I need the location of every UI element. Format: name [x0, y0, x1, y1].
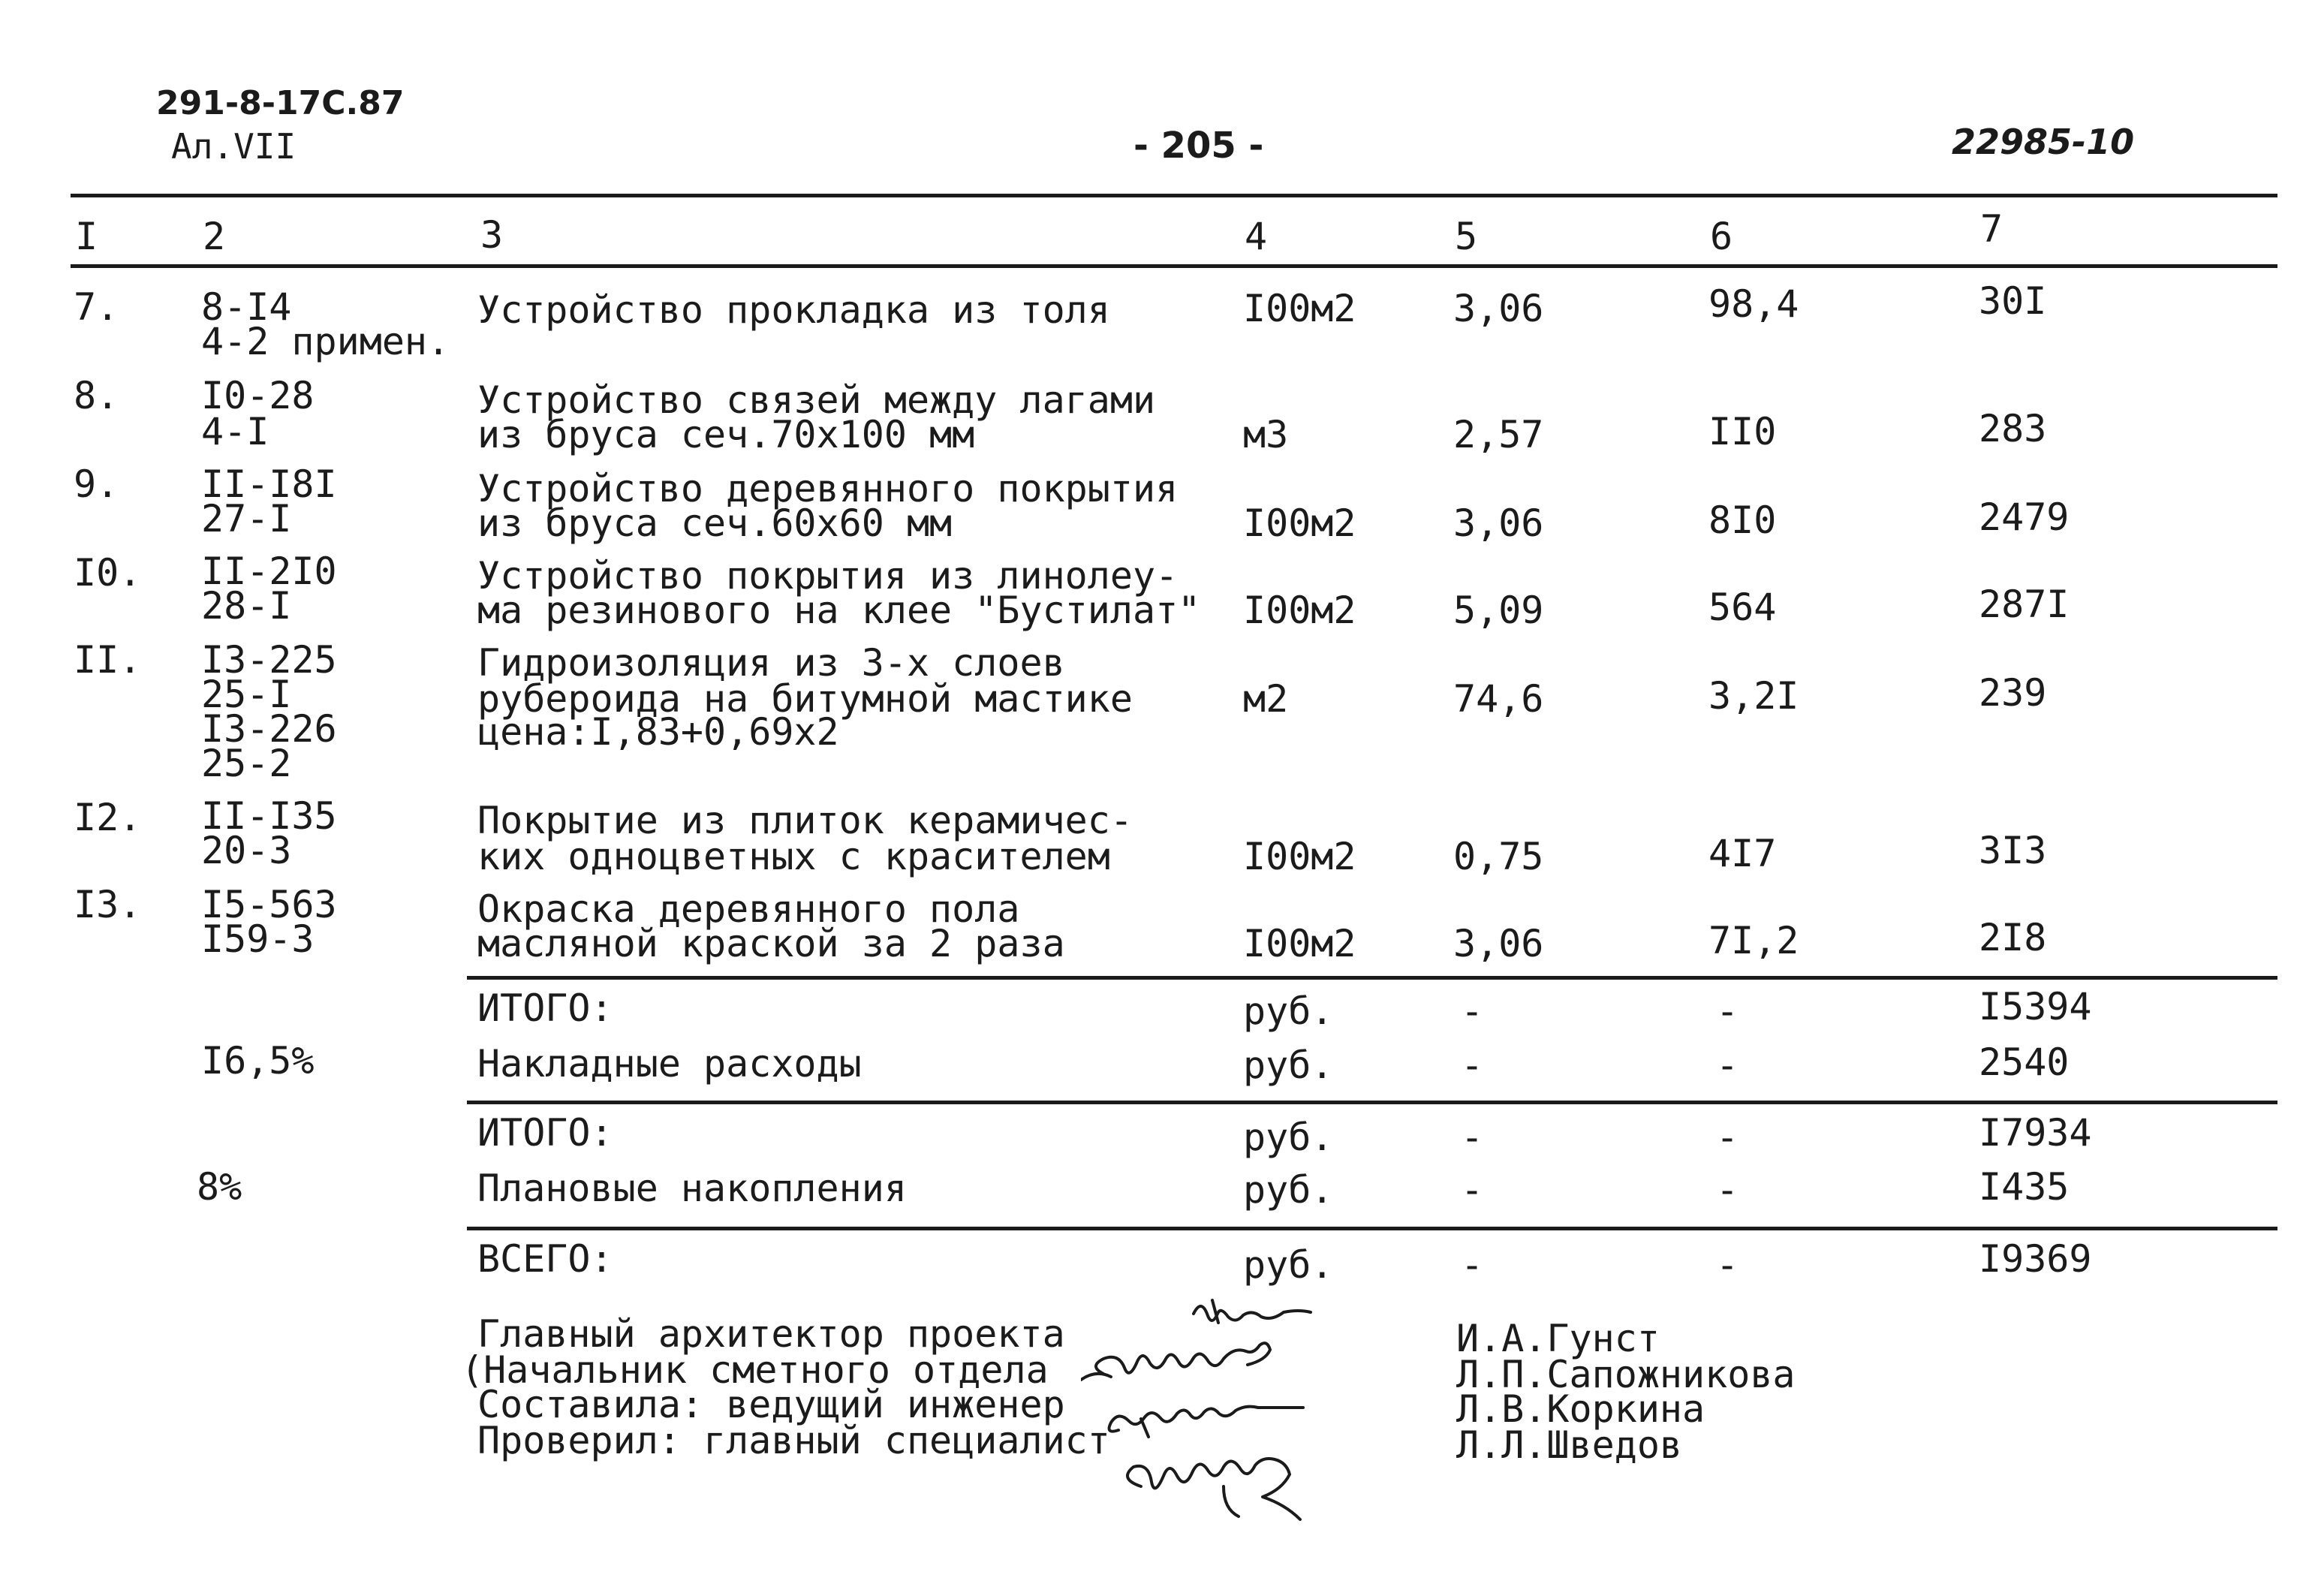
unit-price: II0: [1708, 410, 1777, 453]
work-description: Окраска деревянного пола: [477, 887, 1020, 931]
quantity: 2,57: [1453, 413, 1544, 456]
rate-code: II-I8I: [201, 462, 337, 506]
rate-code: I3-225: [201, 638, 337, 682]
column-header: 5: [1455, 215, 1478, 258]
work-description: из бруса сеч.60х60 мм: [477, 501, 953, 545]
column-header: 3: [480, 213, 504, 257]
signatory-name: Л.В.Коркина: [1456, 1387, 1705, 1431]
rate-code: 8-I4: [201, 285, 292, 329]
total-cost: 2I8: [1979, 916, 2047, 959]
summary-unit: руб.: [1243, 1043, 1334, 1087]
row-number: 8.: [74, 374, 119, 417]
signatory-role: (Начальник сметного отдела: [461, 1348, 1049, 1392]
column-header: I: [75, 215, 98, 258]
summary-price: -: [1716, 1243, 1739, 1287]
rate-code: 20-3: [201, 829, 292, 872]
summary-price: -: [1716, 1116, 1739, 1159]
quantity: 3,06: [1453, 287, 1544, 330]
work-description: ма резинового на клее "Бустилат": [477, 589, 1201, 632]
rate-code: I3-226: [201, 707, 337, 751]
summary-total: I435: [1979, 1165, 2070, 1209]
summary-qty: -: [1461, 1043, 1484, 1087]
unit-price: 3,2I: [1708, 674, 1799, 718]
unit: I00м2: [1243, 835, 1356, 878]
signatory-name: И.А.Гунст: [1456, 1317, 1660, 1360]
row-number: I3.: [74, 883, 142, 926]
summary-percent: 8%: [197, 1165, 242, 1209]
rate-code: I59-3: [201, 917, 315, 961]
summary-qty: -: [1461, 1168, 1484, 1212]
summary-qty: -: [1461, 989, 1484, 1033]
rate-code: I5-563: [201, 883, 337, 926]
unit: I00м2: [1243, 922, 1356, 965]
work-description: Покрытие из плиток керамичес-: [477, 799, 1133, 842]
column-header: 6: [1710, 215, 1733, 258]
signatory-role: Составила: ведущий инженер: [477, 1383, 1065, 1426]
summary-total: I9369: [1979, 1237, 2092, 1281]
row-number: I2.: [74, 796, 142, 839]
unit-price: 98,4: [1708, 282, 1799, 326]
summary-total: I5394: [1979, 985, 2092, 1028]
row-number: 9.: [74, 462, 119, 506]
row-number: I0.: [74, 551, 142, 595]
unit: I00м2: [1243, 589, 1356, 632]
unit-price: 8I0: [1708, 498, 1777, 542]
rate-code: 4-2 примен.: [201, 320, 450, 363]
summary-unit: руб.: [1243, 1116, 1334, 1159]
work-description: Устройство покрытия из линолеу-: [477, 554, 1179, 598]
rate-code: I0-28: [201, 374, 315, 417]
signatory-role: Главный архитектор проекта: [477, 1312, 1065, 1356]
unit-price: 4I7: [1708, 832, 1777, 875]
rate-code: II-I35: [201, 794, 337, 838]
summary-label: ИТОГО:: [477, 986, 613, 1030]
rate-code: 4-I: [201, 410, 269, 453]
album-number: Ал.VII: [171, 126, 297, 167]
page-number: - 205 -: [1133, 125, 1264, 167]
unit: I00м2: [1243, 501, 1356, 545]
summary-unit: руб.: [1243, 1243, 1334, 1287]
table-header-rule: [71, 264, 2277, 268]
handwritten-signatures: [1081, 1291, 1426, 1539]
summary-qty: -: [1461, 1116, 1484, 1159]
summary-rule: [467, 1227, 2277, 1230]
summary-rule: [467, 976, 2277, 980]
document-number: 22985-10: [1952, 122, 2135, 162]
work-description: цена:I,83+0,69х2: [477, 710, 839, 754]
work-description: Устройство деревянного покрытия: [477, 467, 1179, 510]
summary-total: 2540: [1979, 1040, 2070, 1084]
work-description: ких одноцветных с красителем: [477, 835, 1110, 878]
work-description: рубероида на битумной мастике: [477, 677, 1133, 721]
column-header: 2: [203, 215, 226, 258]
summary-price: -: [1716, 1043, 1739, 1087]
quantity: 5,09: [1453, 589, 1544, 632]
work-description: Гидроизоляция из 3-х слоев: [477, 641, 1065, 685]
unit: м3: [1243, 413, 1289, 456]
summary-label: ИТОГО:: [477, 1111, 613, 1155]
signatory-name: Л.П.Сапожникова: [1456, 1353, 1796, 1396]
summary-qty: -: [1461, 1243, 1484, 1287]
quantity: 74,6: [1453, 677, 1544, 721]
summary-label: Накладные расходы: [477, 1042, 862, 1086]
total-cost: 283: [1979, 407, 2047, 450]
rate-code: 28-I: [201, 584, 292, 628]
work-description: масляной краской за 2 раза: [477, 922, 1065, 965]
work-description: Устройство прокладка из толя: [477, 288, 1110, 332]
unit-price: 564: [1708, 586, 1777, 629]
document-code: 291-8-17С.87: [156, 84, 405, 122]
summary-unit: руб.: [1243, 1168, 1334, 1212]
work-description: Устройство связей между лагами: [477, 378, 1156, 422]
summary-price: -: [1716, 989, 1739, 1033]
summary-unit: руб.: [1243, 989, 1334, 1033]
summary-rule: [467, 1101, 2277, 1104]
row-number: 7.: [74, 285, 119, 329]
rate-code: 25-I: [201, 673, 292, 716]
row-number: II.: [74, 638, 142, 682]
quantity: 3,06: [1453, 501, 1544, 545]
unit-price: 7I,2: [1708, 919, 1799, 962]
total-cost: 239: [1979, 671, 2047, 715]
signatory-name: Л.Л.Шведов: [1456, 1423, 1683, 1467]
unit: м2: [1243, 677, 1289, 721]
rate-code: 27-I: [201, 497, 292, 541]
rate-code: II-2I0: [201, 550, 337, 593]
column-header: 7: [1980, 207, 2003, 251]
rate-code: 25-2: [201, 742, 292, 785]
quantity: 3,06: [1453, 922, 1544, 965]
column-header: 4: [1245, 215, 1268, 258]
total-cost: 287I: [1979, 583, 2070, 626]
summary-label: ВСЕГО:: [477, 1237, 613, 1281]
work-description: из бруса сеч.70х100 мм: [477, 413, 975, 456]
summary-label: Плановые накопления: [477, 1167, 907, 1210]
table-top-rule: [71, 194, 2277, 197]
summary-percent: I6,5%: [201, 1039, 315, 1083]
total-cost: 30I: [1979, 279, 2047, 323]
total-cost: 3I3: [1979, 829, 2047, 872]
summary-total: I7934: [1979, 1111, 2092, 1155]
quantity: 0,75: [1453, 835, 1544, 878]
summary-price: -: [1716, 1168, 1739, 1212]
signatory-role: Проверил: главный специалист: [477, 1419, 1110, 1462]
unit: I00м2: [1243, 287, 1356, 330]
total-cost: 2479: [1979, 495, 2070, 539]
